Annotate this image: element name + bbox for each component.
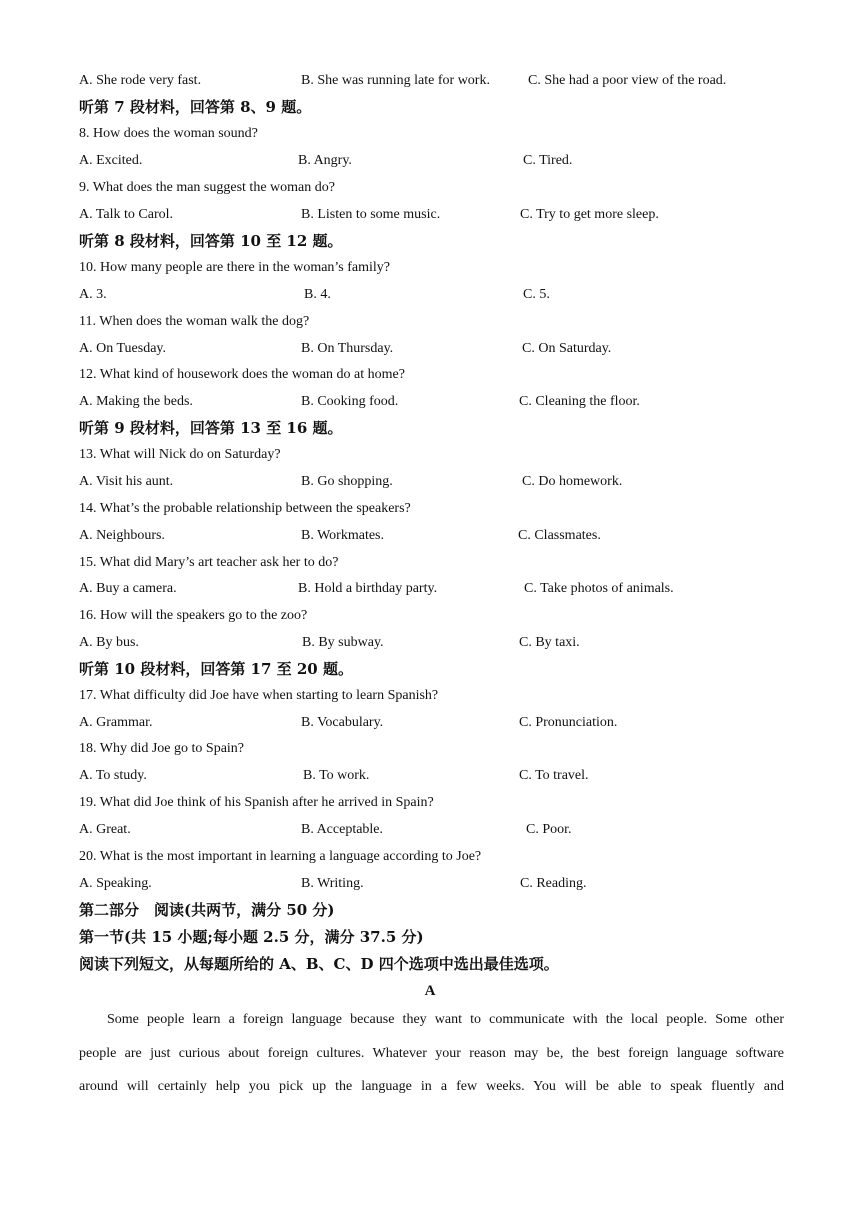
section-heading: 听第 7 段材料，回答第 8、9 题。: [79, 98, 312, 116]
option-a: A. Excited.: [79, 153, 143, 168]
option-b: B. To work.: [303, 768, 370, 783]
option-c: C. To travel.: [519, 768, 589, 783]
option-a: A. Talk to Carol.: [79, 207, 174, 222]
options-row: [79, 72, 799, 90]
question-text: 17. What difficulty did Joe have when starting to learn Spanish?: [79, 688, 439, 703]
option-a: A. Grammar.: [79, 715, 153, 730]
options-row: [79, 875, 799, 893]
passage-title: A: [424, 983, 436, 999]
option-c: C. Cleaning the floor.: [519, 394, 640, 409]
options-row: [79, 286, 799, 304]
option-b: B. Vocabulary.: [301, 715, 384, 730]
option-c: C. Take photos of animals.: [524, 581, 674, 596]
passage-line: people are just curious about foreign cultures. Whatever your reason may be, the best foreign language software: [79, 1045, 784, 1061]
option-b: B. Listen to some music.: [301, 207, 441, 222]
option-c: C. On Saturday.: [522, 341, 612, 356]
option-b: B. Go shopping.: [301, 474, 393, 489]
option-a: A. Neighbours.: [79, 528, 165, 543]
option-b: B. Angry.: [298, 153, 352, 168]
section-heading: 听第 10 段材料，回答第 17 至 20 题。: [79, 660, 353, 678]
options-row: [79, 634, 799, 652]
options-row: [79, 473, 799, 491]
option-a: A. She rode very fast.: [79, 73, 202, 88]
section-heading: 听第 9 段材料，回答第 13 至 16 题。: [79, 419, 343, 437]
option-c: C. Tired.: [523, 153, 573, 168]
options-row: [79, 206, 799, 224]
options-row: [79, 527, 799, 545]
question-text: 10. How many people are there in the woman’s family?: [79, 260, 391, 275]
section-heading: 第二部分 阅读(共两节，满分 50 分): [79, 901, 335, 919]
question-text: 8. How does the woman sound?: [79, 126, 258, 141]
option-a: A. Buy a camera.: [79, 581, 177, 596]
question-text: 20. What is the most important in learning a language according to Joe?: [79, 849, 482, 864]
section-heading: 听第 8 段材料，回答第 10 至 12 题。: [79, 232, 343, 250]
option-a: A. To study.: [79, 768, 147, 783]
option-a: A. Making the beds.: [79, 394, 193, 409]
option-b: B. Cooking food.: [301, 394, 399, 409]
option-b: B. Acceptable.: [301, 822, 384, 837]
question-text: 19. What did Joe think of his Spanish after he arrived in Spain?: [79, 795, 434, 810]
option-b: B. On Thursday.: [301, 341, 394, 356]
question-text: 15. What did Mary’s art teacher ask her to do?: [79, 555, 339, 570]
question-text: 11. When does the woman walk the dog?: [79, 314, 310, 329]
option-a: A. Speaking.: [79, 876, 152, 891]
section-heading: 第一节(共 15 小题;每小题 2.5 分，满分 37.5 分): [79, 928, 424, 946]
option-a: A. By bus.: [79, 635, 139, 650]
options-row: [79, 340, 799, 358]
option-b: B. She was running late for work.: [301, 73, 490, 88]
option-b: B. Writing.: [301, 876, 364, 891]
question-text: 9. What does the man suggest the woman do?: [79, 180, 335, 195]
passage-a: [79, 1003, 784, 1104]
section-heading: 阅读下列短文，从每题所给的 A、B、C、D 四个选项中选出最佳选项。: [79, 955, 559, 973]
options-row: [79, 714, 799, 732]
options-row: [79, 821, 799, 839]
passage-line: around will certainly help you pick up the language in a few weeks. You will be able to speak fluently and: [79, 1079, 784, 1094]
option-a: A. Great.: [79, 822, 131, 837]
options-row: [79, 580, 799, 598]
option-c: C. Try to get more sleep.: [520, 207, 659, 222]
question-text: 14. What’s the probable relationship between the speakers?: [79, 501, 411, 516]
option-a: A. On Tuesday.: [79, 341, 166, 356]
option-a: A. 3.: [79, 287, 107, 302]
option-c: C. Reading.: [520, 876, 587, 891]
question-text: 13. What will Nick do on Saturday?: [79, 447, 281, 462]
question-text: 12. What kind of housework does the woman do at home?: [79, 367, 405, 382]
option-b: B. Hold a birthday party.: [298, 581, 438, 596]
option-a: A. Visit his aunt.: [79, 474, 174, 489]
option-c: C. Pronunciation.: [519, 715, 618, 730]
options-row: [79, 393, 799, 411]
option-c: C. Classmates.: [518, 528, 601, 543]
option-c: C. By taxi.: [519, 635, 580, 650]
question-text: 18. Why did Joe go to Spain?: [79, 741, 245, 756]
option-c: C. 5.: [523, 287, 550, 302]
question-text: 16. How will the speakers go to the zoo?: [79, 608, 308, 623]
option-c: C. She had a poor view of the road.: [528, 73, 727, 88]
option-b: B. Workmates.: [301, 528, 384, 543]
option-b: B. By subway.: [302, 635, 384, 650]
option-c: C. Do homework.: [522, 474, 623, 489]
options-row: [79, 152, 799, 170]
option-c: C. Poor.: [526, 822, 572, 837]
options-row: [79, 767, 799, 785]
passage-line: Some people learn a foreign language because they want to communicate with the local people. Some other: [107, 1012, 784, 1027]
option-b: B. 4.: [304, 287, 331, 302]
